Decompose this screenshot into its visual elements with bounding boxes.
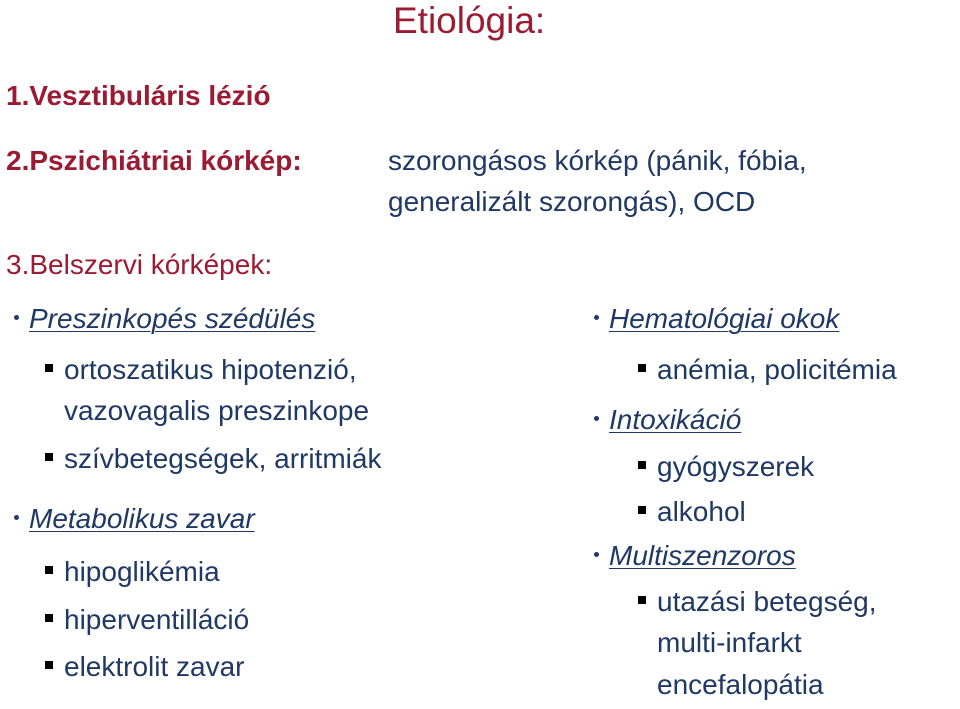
left-group-1-subitem-2-line1: szívbetegségek, arritmiák <box>64 443 382 474</box>
right-group-3-subitem-1 <box>638 586 877 618</box>
left-group-1-subitem-1-line2: vazovagalis preszinkope <box>64 395 370 426</box>
left-group-2-subitem-2-line1: hiperventilláció <box>64 604 250 635</box>
bullet-square-icon <box>638 506 646 514</box>
right-group-1-heading-text: Hematológiai okok <box>609 303 840 334</box>
left-group-1-subitem-2 <box>45 443 381 475</box>
bullet-dot-icon <box>14 315 19 320</box>
item-2-description-line1: szorongásos kórkép (pánik, fóbia, <box>388 145 807 176</box>
page-title: Etiológia: <box>393 0 546 41</box>
item-3-heading <box>6 249 272 281</box>
right-group-2-heading-text: Intoxikáció <box>609 404 742 435</box>
right-group-2-subitem-2-line1: alkohol <box>657 496 746 527</box>
bullet-square-icon <box>45 453 53 461</box>
bullet-dot-icon <box>594 416 599 421</box>
item-3-label: 3.Belszervi kórképek: <box>6 249 273 280</box>
bullet-dot-icon <box>594 552 599 557</box>
left-group-2-heading <box>14 503 255 535</box>
item-1-label: 1.Vesztibuláris lézió <box>6 80 271 111</box>
bullet-square-icon <box>45 364 53 372</box>
bullet-square-icon <box>638 364 646 372</box>
bullet-square-icon <box>45 566 53 574</box>
bullet-dot-icon <box>14 515 19 520</box>
right-group-3-heading-text: Multiszenzoros <box>609 540 796 571</box>
left-group-1-heading-text: Preszinkopés szédülés <box>29 303 316 334</box>
left-group-2-subitem-1 <box>45 556 220 588</box>
left-group-1-subitem-1 <box>45 354 357 386</box>
bullet-square-icon <box>45 614 53 622</box>
right-group-2-subitem-1-line1: gyógyszerek <box>657 451 815 482</box>
left-group-2-subitem-3 <box>45 651 245 683</box>
left-group-2-subitem-3-line1: elektrolit zavar <box>64 651 245 682</box>
bullet-square-icon <box>638 596 646 604</box>
item-1-heading <box>6 80 271 112</box>
bullet-square-icon <box>45 661 53 669</box>
left-group-1-heading <box>14 303 315 335</box>
left-group-2-subitem-2 <box>45 604 249 636</box>
left-group-1-subitem-1-line1: ortoszatikus hipotenzió, <box>64 354 357 385</box>
right-group-1-subitem-1 <box>638 354 897 386</box>
right-group-3-heading <box>594 540 796 572</box>
bullet-dot-icon <box>594 315 599 320</box>
item-2-heading <box>6 145 302 177</box>
left-group-2-subitem-1-line1: hipoglikémia <box>64 556 220 587</box>
right-group-1-subitem-1-line1: anémia, policitémia <box>657 354 897 385</box>
item-2-description-line2: generalizált szorongás), OCD <box>388 186 756 217</box>
left-group-2-heading-text: Metabolikus zavar <box>29 503 255 534</box>
right-group-2-subitem-1 <box>638 451 814 483</box>
right-group-3-subitem-1-line2: multi-infarkt <box>657 627 802 658</box>
right-group-1-heading <box>594 303 839 335</box>
item-2-label: 2.Pszichiátriai kórkép: <box>6 145 302 176</box>
right-group-2-subitem-2 <box>638 496 746 528</box>
right-group-2-heading <box>594 404 741 436</box>
bullet-square-icon <box>638 461 646 469</box>
right-group-3-subitem-1-line3: encefalopátia <box>657 669 824 700</box>
right-group-3-subitem-1-line1: utazási betegség, <box>657 586 877 617</box>
